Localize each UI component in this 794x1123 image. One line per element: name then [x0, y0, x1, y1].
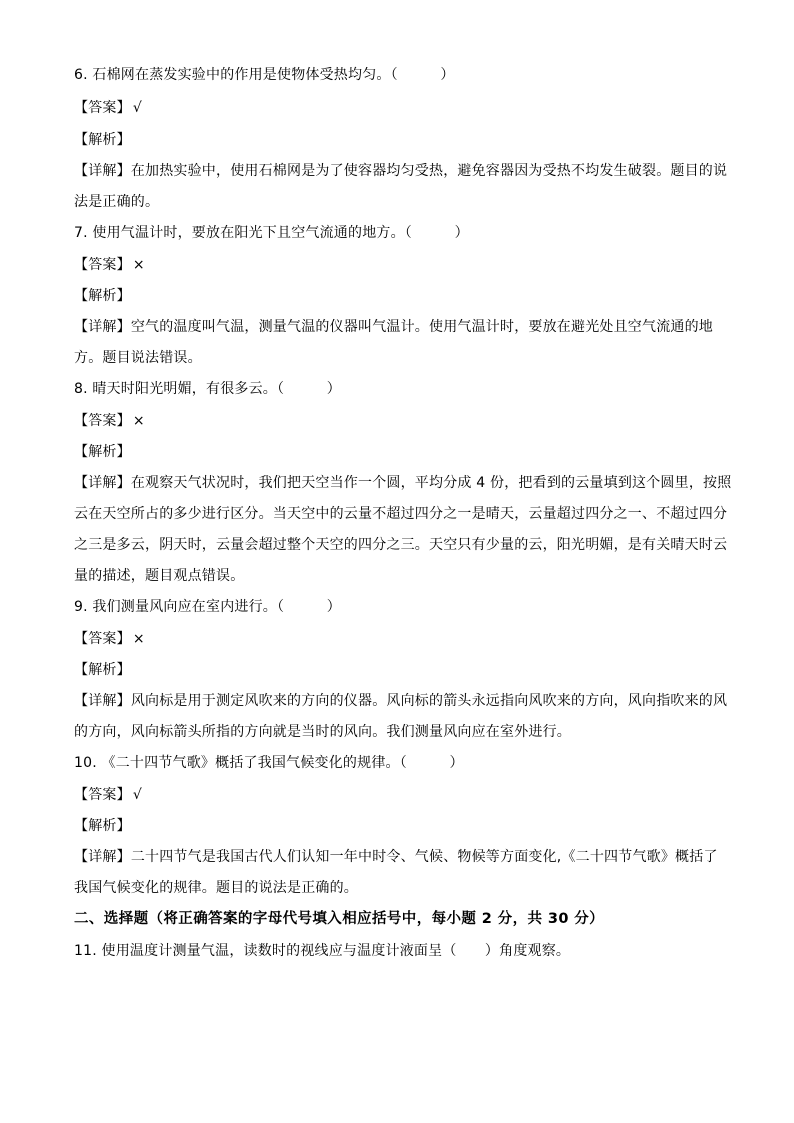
- question-7: 7. 使用气温计时，要放在阳光下且空气流通的地方。（ ）: [74, 225, 469, 241]
- detail-label: 【详解】: [74, 319, 131, 335]
- detail-label: 【详解】: [74, 849, 131, 865]
- answer-10: [74, 786, 724, 804]
- analysis-label: 【解析】: [74, 132, 131, 148]
- question-8: 8. 晴天时阳光明媚，有很多云。（ ）: [74, 381, 342, 397]
- analysis-label: 【解析】: [74, 288, 131, 304]
- section-heading: 二、选择题（将正确答案的字母代号填入相应括号中，每小题 2 分，共 30 分）: [74, 911, 605, 927]
- answer-label: 【答案】: [74, 413, 131, 429]
- detail-text: 在观察天气状况时，我们把天空当作一个圆，平均分成 4 份，把看到的云量填到这个圆里，按照: [130, 475, 732, 491]
- detail-text: 在加热实验中，使用石棉网是为了使容器均匀受热，避免容器因为受热不均发生破裂。题目的说: [130, 163, 728, 179]
- analysis-label: 【解析】: [74, 662, 131, 678]
- answer-value: √: [132, 100, 142, 116]
- detail-7-line-1: [74, 318, 724, 336]
- answer-label: 【答案】: [74, 100, 131, 116]
- detail-label: 【详解】: [74, 693, 131, 709]
- question-10: 10. 《二十四节气歌》概括了我国气候变化的规律。（ ）: [74, 755, 464, 771]
- answer-value: ×: [132, 257, 145, 273]
- detail-8-line-4: 量的描述，题目观点错误。: [74, 568, 245, 584]
- detail-10-line-1: [74, 848, 724, 866]
- detail-6-line-1: [74, 162, 728, 180]
- answer-value: ×: [132, 631, 145, 647]
- answer-7: [74, 256, 724, 274]
- answer-value: √: [132, 787, 142, 803]
- detail-6-line-2: 法是正确的。: [74, 194, 160, 210]
- detail-label: 【详解】: [74, 475, 131, 491]
- detail-10-line-2: 我国气候变化的规律。题目的说法是正确的。: [74, 880, 358, 896]
- question-9: 9. 我们测量风向应在室内进行。（ ）: [74, 599, 342, 615]
- detail-text: 空气的温度叫气温，测量气温的仪器叫气温计。使用气温计时，要放在避光处且空气流通的地: [130, 319, 714, 335]
- detail-9-line-2: 的方向，风向标箭头所指的方向就是当时的风向。我们测量风向应在室外进行。: [74, 724, 571, 740]
- answer-8: [74, 412, 724, 430]
- answer-label: 【答案】: [74, 257, 131, 273]
- detail-9-line-1: [74, 692, 728, 710]
- detail-7-line-2: 方。题目说法错误。: [74, 350, 202, 366]
- detail-8-line-3: 之三是多云，阴天时，云量会超过整个天空的四分之三。天空只有少量的云，阳光明媚，是有关晴天时云: [74, 537, 728, 553]
- answer-label: 【答案】: [74, 631, 131, 647]
- answer-6: [74, 99, 724, 117]
- detail-8-line-1: [74, 474, 732, 492]
- detail-8-line-2: 云在天空所占的多少进行区分。当天空中的云量不超过四分之一是晴天，云量超过四分之一、不超过四分: [74, 506, 728, 522]
- detail-text: 风向标是用于测定风吹来的方向的仪器。风向标的箭头永远指向风吹来的方向，风向指吹来的风: [130, 693, 728, 709]
- detail-label: 【详解】: [74, 163, 131, 179]
- detail-text: 二十四节气是我国古代人们认知一年中时令、气候、物候等方面变化,《二十四节气歌》概括了: [130, 849, 718, 865]
- question-11: 11. 使用温度计测量气温，读数时的视线应与温度计液面呈（ ）角度观察。: [74, 943, 571, 959]
- analysis-label: 【解析】: [74, 444, 131, 460]
- answer-9: [74, 630, 724, 648]
- analysis-label: 【解析】: [74, 818, 131, 834]
- answer-label: 【答案】: [74, 787, 131, 803]
- answer-value: ×: [132, 413, 145, 429]
- question-6: 6. 石棉网在蒸发实验中的作用是使物体受热均匀。（ ）: [74, 67, 455, 83]
